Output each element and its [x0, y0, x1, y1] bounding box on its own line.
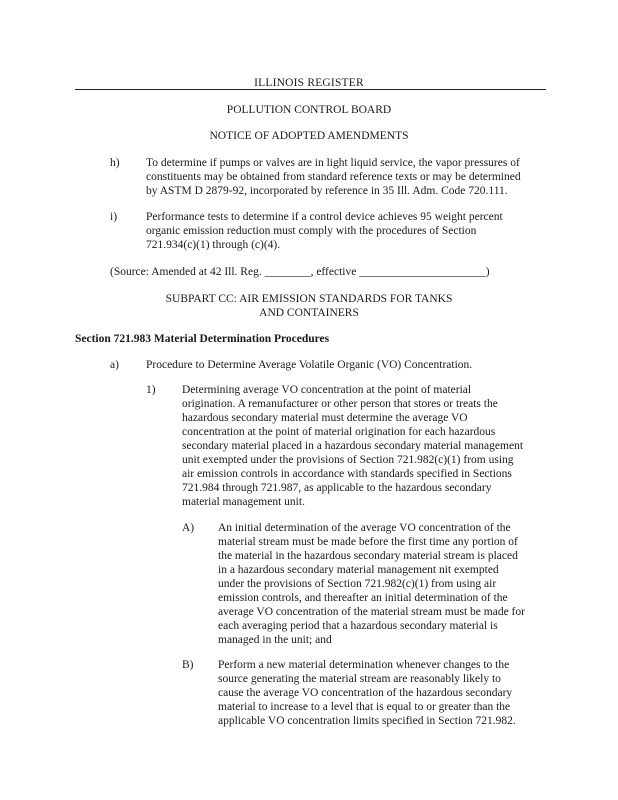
item-B-line: applicable VO concentration limits specified in Section 721.982.	[218, 715, 516, 727]
item-A-line: material stream must be made before the first time any portion of	[218, 536, 518, 548]
notice-title: NOTICE OF ADOPTED AMENDMENTS	[209, 130, 409, 142]
item-1-line: hazardous secondary material must determine the average VO	[182, 412, 468, 424]
item-1-line: unit exempted under the provisions of Section 721.982(c)(1) from using	[182, 454, 514, 466]
item-B-line: source generating the material stream are reasonably likely to	[218, 673, 501, 685]
item-h-line: To determine if pumps or valves are in light liquid service, the vapor pressures of	[146, 157, 520, 169]
item-A-line: in a hazardous secondary material management nit exempted	[218, 564, 499, 576]
header-rule	[75, 89, 546, 90]
item-A-line: emission controls, and thereafter an initial determination of the	[218, 592, 508, 604]
source-note: (Source: Amended at 42 Ill. Reg. ________, effective ______________________)	[110, 266, 490, 278]
item-1-line: Determining average VO concentration at the point of material	[182, 384, 472, 396]
item-A-line: under the provisions of Section 721.982(c)(1) from using air	[218, 578, 497, 590]
item-B-line: cause the average VO concentration of the hazardous secondary	[218, 687, 513, 699]
item-a-text: Procedure to Determine Average Volatile Organic (VO) Concentration.	[146, 359, 473, 371]
section-heading: Section 721.983 Material Determination Procedures	[75, 333, 330, 345]
item-A-label: A)	[182, 522, 195, 534]
item-1-line: secondary material placed in a hazardous secondary material management	[182, 440, 524, 452]
item-A-line: average VO concentration of the material stream must be made for	[218, 606, 525, 618]
item-B-text	[218, 658, 516, 728]
item-h-label: h)	[110, 157, 120, 169]
item-A-line: An initial determination of the average VO concentration of the	[218, 522, 511, 534]
item-A-line: managed in the unit; and	[218, 634, 332, 646]
item-a-label: a)	[110, 359, 119, 371]
item-B-label: B)	[182, 659, 194, 671]
board-title: POLLUTION CONTROL BOARD	[226, 104, 392, 116]
item-i-line: organic emission reduction must comply with the procedures of Section	[146, 225, 477, 237]
item-A-line: each averaging period that a hazardous secondary material is	[218, 620, 498, 632]
item-i-label: i)	[110, 211, 118, 223]
item-1-line: 721.984 through 721.987, as applicable to the hazardous secondary	[182, 482, 492, 494]
item-h-text	[146, 156, 521, 198]
subpart-heading-line1: SUBPART CC: AIR EMISSION STANDARDS FOR TANKS	[165, 293, 453, 305]
item-i-line: 721.934(c)(1) through (c)(4).	[146, 239, 281, 251]
item-1-line: air emission controls in accordance with standards specified in Sections	[182, 468, 512, 480]
item-1-text	[182, 383, 523, 509]
item-1-label: 1)	[146, 384, 156, 396]
register-title: ILLINOIS REGISTER	[254, 77, 364, 89]
item-1-line: origination. A remanufacturer or other person that stores or treats the	[182, 398, 498, 410]
item-A-text	[218, 521, 525, 647]
subpart-heading-line2: AND CONTAINERS	[259, 307, 359, 319]
item-i-text	[146, 210, 503, 252]
item-1-line: material management unit.	[182, 496, 305, 508]
item-1-line: concentration at the point of material origination for each hazardous	[182, 426, 496, 438]
item-h-line: constituents may be obtained from standard reference texts or may be determined	[146, 171, 521, 183]
item-A-line: the material in the hazardous secondary material stream is placed	[218, 550, 518, 562]
item-B-line: Perform a new material determination whenever changes to the	[218, 659, 510, 671]
item-B-line: material to increase to a level that is equal to or greater than the	[218, 701, 511, 713]
item-i-line: Performance tests to determine if a control device achieves 95 weight percent	[146, 211, 503, 223]
item-h-line: by ASTM D 2879-92, incorporated by reference in 35 Ill. Adm. Code 720.111.	[146, 185, 508, 197]
